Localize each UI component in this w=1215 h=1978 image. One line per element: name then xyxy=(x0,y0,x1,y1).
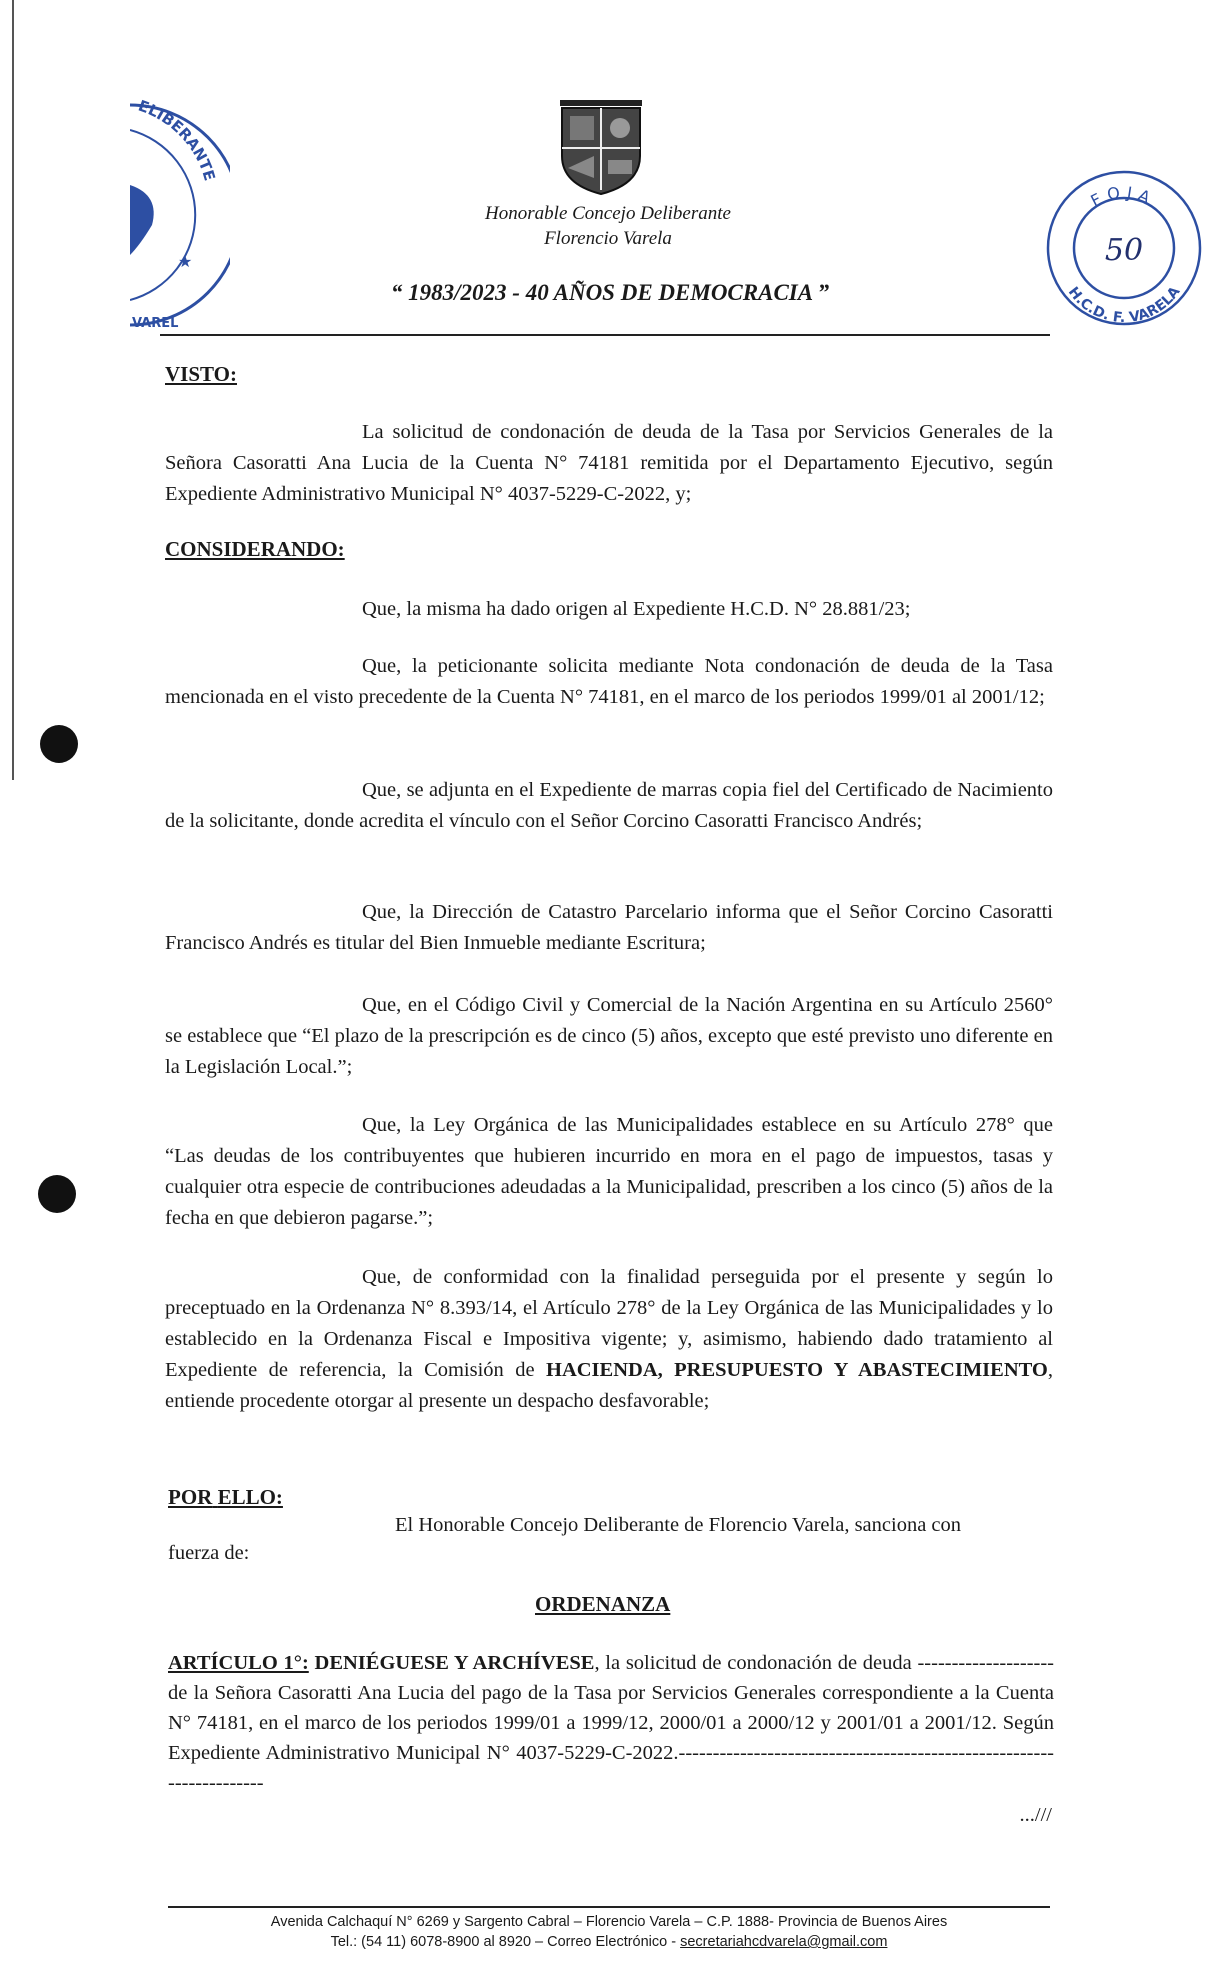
svg-text:H.C.D. F. VARELA xyxy=(1065,284,1184,326)
por-ello-text: El Honorable Concejo Deliberante de Florencio Varela, sanciona con xyxy=(395,1514,962,1536)
page-edge-line xyxy=(12,0,14,780)
article-1 xyxy=(168,1648,1054,1798)
foja-seal-stamp xyxy=(1044,168,1204,328)
svg-text:★: ★ xyxy=(178,252,193,271)
considerando-heading: CONSIDERANDO: xyxy=(165,537,345,561)
considerando-paragraph-5: Que, en el Código Civil y Comercial de la Nación Argentina en su Artículo 2560° se establece que “El plazo de la prescripción es de cinco (5) años, excepto que esté previsto uno diferente en la Legislación Local.”; xyxy=(165,994,1053,1078)
motto: “ 1983/2023 - 40 AÑOS DE DEMOCRACIA ” xyxy=(390,280,830,305)
continuation-mark: .../// xyxy=(1019,1804,1052,1826)
folio-number: 50 xyxy=(1104,233,1144,268)
institution-name: Honorable Concejo Deliberante xyxy=(485,203,731,224)
ello-word: ELLO: xyxy=(217,1485,283,1509)
article-action: DENIÉGUESE Y ARCHÍVESE xyxy=(308,1652,595,1674)
p7-text-end: , entiende procedente otorgar al presente un despacho desfavorable; xyxy=(165,1359,1053,1412)
commission-name: HACIENDA, PRESUPUESTO Y ABASTECIMIENTO xyxy=(546,1359,1048,1381)
por-word: POR xyxy=(168,1485,213,1509)
footer-contact xyxy=(168,1934,1050,1950)
por-ello-heading xyxy=(168,1485,283,1510)
svg-text:FOJA xyxy=(1088,182,1159,210)
header-rule xyxy=(160,334,1050,336)
visto-text: La solicitud de condonación de deuda de la Tasa por Servicios Generales de la Señora Casoratti Ana Lucia de la Cuenta N° 74181 remitida por el Departamento Ejecutivo, según Expediente Administrativo Municipal N° 4037-5229-C-2022, y; xyxy=(165,421,1053,505)
left-seal-stamp xyxy=(130,95,230,335)
considerando-paragraph-7 xyxy=(165,1262,1053,1417)
considerando-paragraph-1: Que, la misma ha dado origen al Expediente H.C.D. N° 28.881/23; xyxy=(362,598,911,620)
ordenanza-heading: ORDENANZA xyxy=(535,1592,671,1616)
p7-text-start: Que, de conformidad con la finalidad perseguida por el presente y según lo preceptuado en la Ordenanza N° 8.393/14, el Artículo 278° de la Ley Orgánica de las Municipalidades y lo establecido en la Ordenanza Fiscal e Impositiva vigente; y, asimismo, habiendo dado tratamiento al Expediente de referencia, la Comisión de xyxy=(165,1266,1053,1381)
svg-text:ELIBERANTE: ELIBERANTE xyxy=(135,96,219,183)
por-ello-text-2: fuerza de: xyxy=(168,1542,250,1564)
punch-hole xyxy=(40,725,78,763)
footer-rule xyxy=(168,1906,1050,1908)
footer-address: Avenida Calchaquí N° 6269 y Sargento Cabral – Florencio Varela – C.P. 1888- Provincia de Buenos Aires xyxy=(270,1914,948,1930)
considerando-paragraph-6: Que, la Ley Orgánica de las Municipalidades establece en su Artículo 278° que “Las deudas de los contribuyentes que hubieren incurrido en mora en el pago de impuestos, tasas y cualquier otra especie de contribuciones adeudadas a la Municipalidad, prescriben a los cinco (5) años de la fecha en que debieron pagarse.”; xyxy=(165,1114,1053,1229)
footer-phone: Tel.: (54 11) 6078-8900 al 8920 – Correo Electrónico - xyxy=(330,1934,681,1950)
article-label: ARTÍCULO 1°: xyxy=(168,1652,309,1674)
municipal-crest-icon xyxy=(556,98,646,196)
considerando-paragraph-4: Que, la Dirección de Catastro Parcelario informa que el Señor Corcino Casoratti Francisco Andrés es titular del Bien Inmueble mediante Escritura; xyxy=(165,901,1053,954)
seal-bottom-text: H.C.D. F. VARELA xyxy=(1064,283,1184,327)
svg-text:VAREL: VAREL xyxy=(132,316,179,331)
visto-heading: VISTO: xyxy=(165,362,237,386)
institution-city: Florencio Varela xyxy=(544,228,672,249)
seal-top-text: FOJA xyxy=(1087,182,1159,211)
considerando-paragraph-2: Que, la peticionante solicita mediante Nota condonación de deuda de la Tasa mencionada en el visto precedente de la Cuenta N° 74181, en el marco de los periodos 1999/01 al 2001/12; xyxy=(165,655,1053,708)
considerando-paragraph-3: Que, se adjunta en el Expediente de marras copia fiel del Certificado de Nacimiento de la solicitante, donde acredita el vínculo con el Señor Corcino Casoratti Francisco Andrés; xyxy=(165,779,1053,832)
footer-email-link[interactable]: secretariahcdvarela@gmail.com xyxy=(680,1934,888,1950)
article-text: , la solicitud de condonación de deuda -------------------- de la Señora Casoratti Ana Lucia del pago de la Tasa por Servicios Generales correspondiente a la Cuenta N° 74181, en el marco de los periodos 1999/01 a 1999/12, 2000/01 a 2000/12 y 2001/01 a 2001/12. Según Expediente Administrativo Municipal N° 4037-5229-C-2022.--------------------------------------------------------------------- xyxy=(168,1652,1055,1794)
punch-hole xyxy=(38,1175,76,1213)
